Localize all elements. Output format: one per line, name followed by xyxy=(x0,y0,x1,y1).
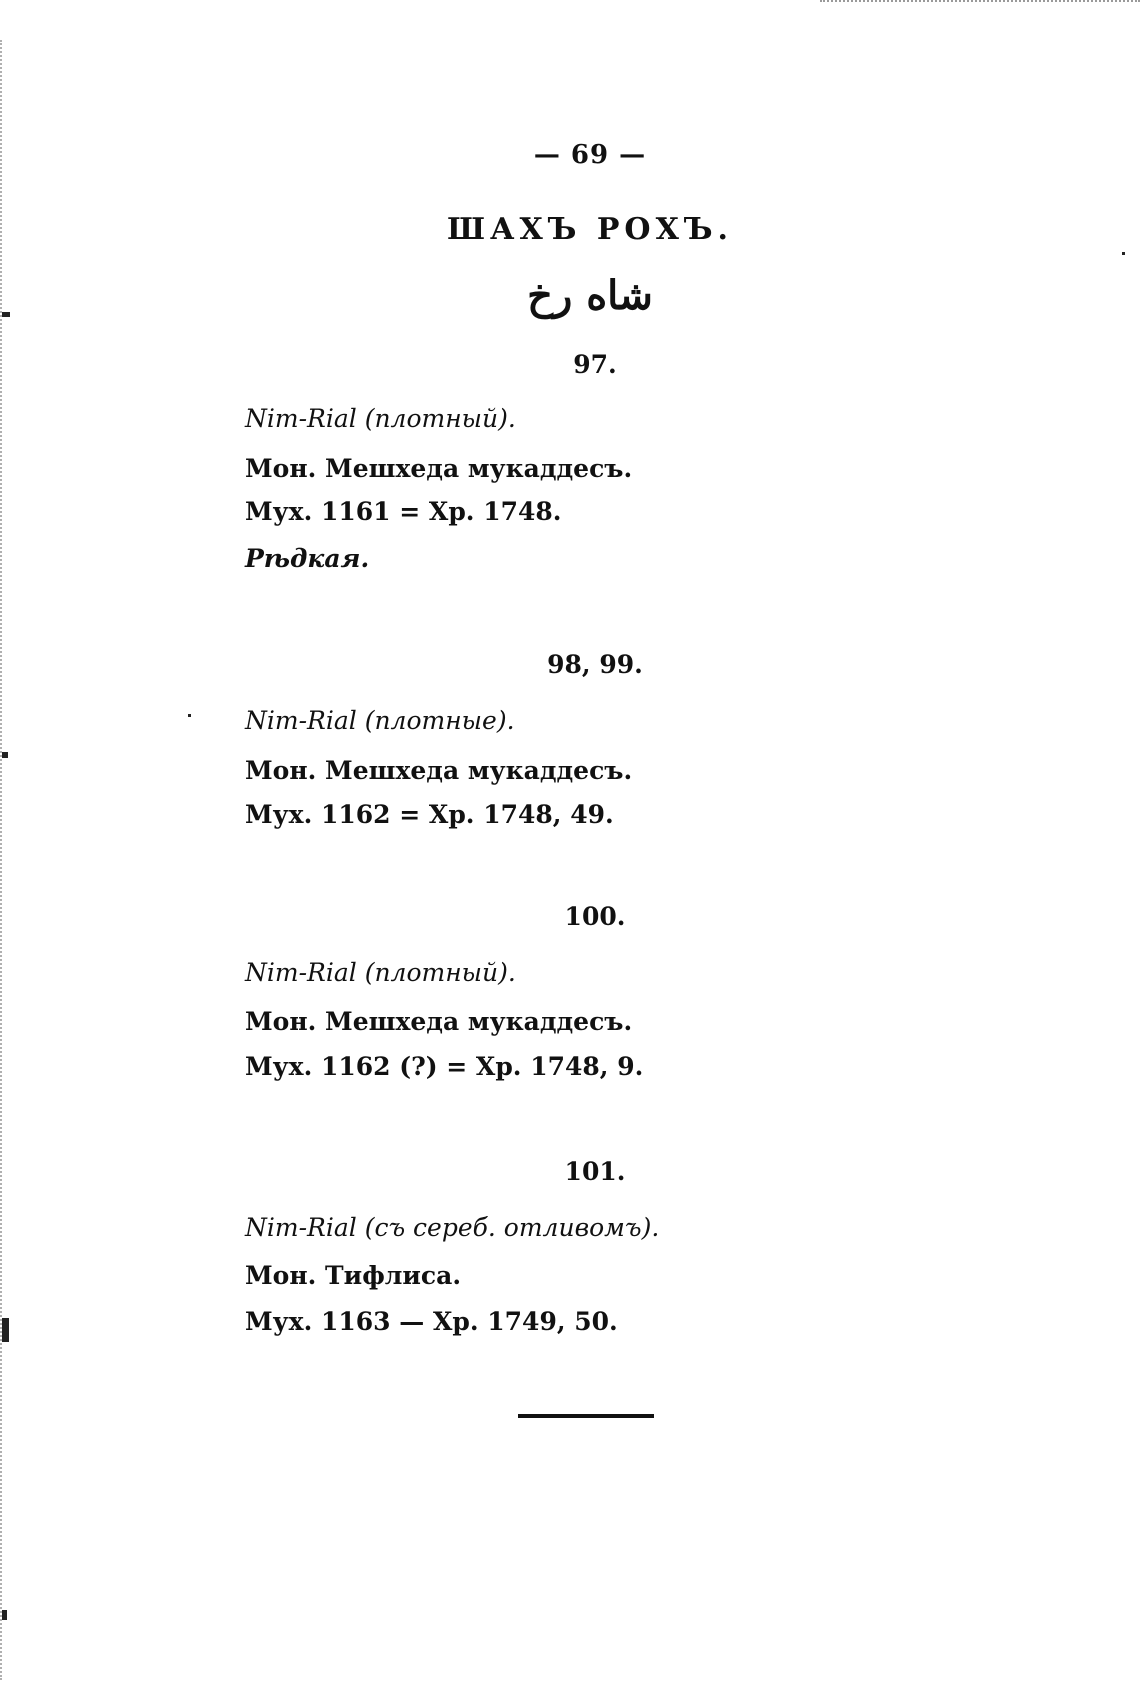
entry-number: 101. xyxy=(564,1157,626,1186)
entry-mint: Мон. Мешхеда мукаддесъ. xyxy=(245,756,633,785)
page-number: — 69 — xyxy=(533,140,647,170)
entry-number: 100. xyxy=(564,902,626,931)
scan-mark xyxy=(1122,252,1125,255)
scan-mark xyxy=(2,752,8,758)
catalog-entry xyxy=(245,350,945,590)
entry-denomination: Nim-Rial (съ сереб. отливомъ). xyxy=(245,1213,660,1242)
scan-mark xyxy=(2,1318,9,1342)
entry-denomination: Nim-Rial (плотный). xyxy=(245,958,516,987)
entry-date: Мух. 1162 = Хр. 1748, 49. xyxy=(245,800,614,829)
entry-mint: Мон. Мешхеда мукаддесъ. xyxy=(245,454,633,483)
section-end-rule xyxy=(518,1414,654,1418)
entry-number: 98, 99. xyxy=(547,650,643,679)
scan-edge-top xyxy=(820,0,1140,2)
scan-mark xyxy=(188,714,191,717)
catalog-entry xyxy=(245,1157,945,1347)
entry-mint: Мон. Мешхеда мукаддесъ. xyxy=(245,1007,633,1036)
entry-date: Мух. 1161 = Хр. 1748. xyxy=(245,497,562,526)
entry-denomination: Nim-Rial (плотный). xyxy=(245,404,516,433)
entry-rarity-note: Рѣдкая. xyxy=(245,544,370,573)
entry-denomination: Nim-Rial (плотные). xyxy=(245,706,515,735)
arabic-title: شاه رخ xyxy=(527,272,653,319)
entry-number: 97. xyxy=(573,350,617,379)
entry-date: Мух. 1162 (?) = Хр. 1748, 9. xyxy=(245,1052,644,1081)
entry-mint: Мон. Тифлиса. xyxy=(245,1261,462,1290)
catalog-entry xyxy=(245,902,945,1092)
entry-date: Мух. 1163 — Хр. 1749, 50. xyxy=(245,1307,618,1336)
catalog-entry xyxy=(245,650,945,840)
scan-mark xyxy=(2,1610,7,1620)
page-title: ШАХЪ РОХЪ. xyxy=(446,212,733,247)
